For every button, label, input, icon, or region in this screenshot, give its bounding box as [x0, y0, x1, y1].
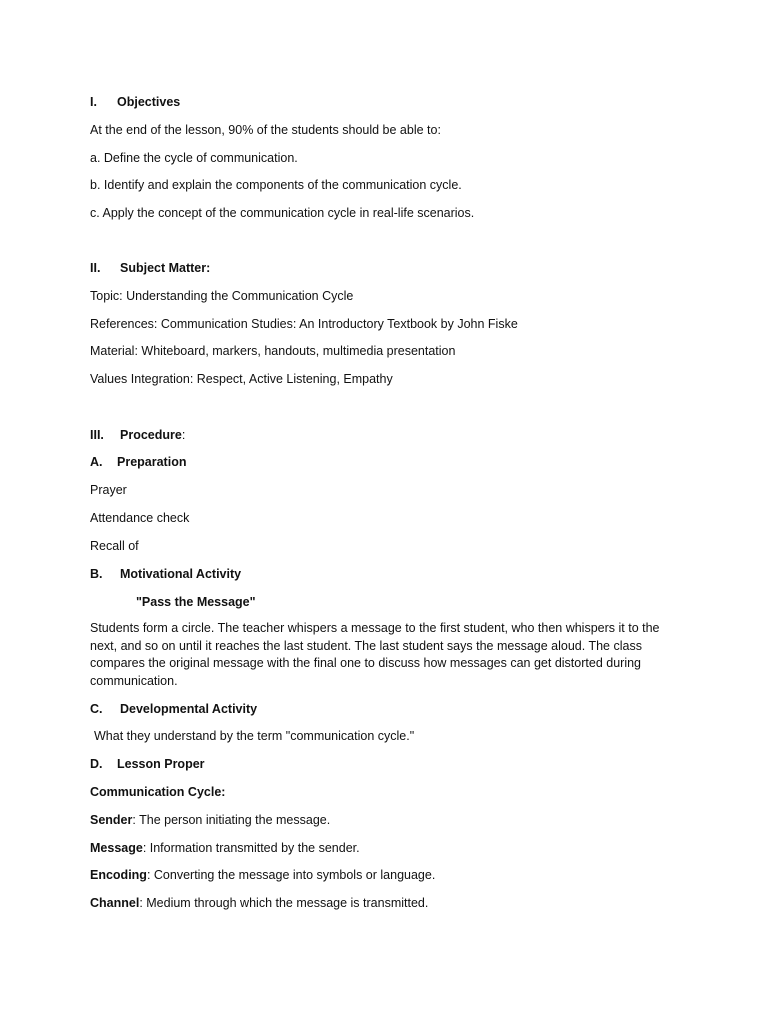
section-number: I.	[90, 95, 97, 109]
section-number: III.	[90, 428, 104, 442]
subsection-letter: A.	[90, 455, 103, 469]
objective-item: b. Identify and explain the components of the communication cycle.	[90, 178, 462, 192]
subject-matter-line: Values Integration: Respect, Active Listening, Empathy	[90, 372, 393, 386]
term-label: Encoding	[90, 868, 147, 882]
subject-matter-line: Material: Whiteboard, markers, handouts, multimedia presentation	[90, 344, 456, 358]
subsection-title: Lesson Proper	[117, 757, 205, 771]
subsection-letter: C.	[90, 702, 103, 716]
term-label: Channel	[90, 896, 140, 910]
preparation-heading	[90, 454, 186, 470]
term-label: Sender	[90, 813, 133, 827]
objective-item: a. Define the cycle of communication.	[90, 151, 298, 165]
subject-matter-line: Topic: Understanding the Communication Cycle	[90, 289, 354, 303]
section-title: Subject Matter:	[120, 261, 211, 275]
preparation-item: Attendance check	[90, 511, 190, 525]
procedure-heading	[90, 427, 185, 443]
developmental-text: What they understand by the term "communication cycle."	[94, 729, 415, 743]
cycle-term-row	[90, 895, 428, 911]
subsection-letter: D.	[90, 757, 103, 771]
subject-matter-heading	[90, 260, 210, 276]
subsection-title: Motivational Activity	[120, 567, 242, 581]
section-title: Procedure	[120, 428, 182, 442]
cycle-term-row	[90, 840, 360, 856]
objective-item: c. Apply the concept of the communication cycle in real-life scenarios.	[90, 206, 475, 220]
lesson-proper-heading	[90, 756, 205, 772]
preparation-item: Prayer	[90, 483, 127, 497]
term-definition: : Information transmitted by the sender.	[142, 841, 360, 855]
subsection-title: Preparation	[117, 455, 187, 469]
subject-matter-line: References: Communication Studies: An Introductory Textbook by John Fiske	[90, 317, 518, 331]
term-label: Message	[90, 841, 143, 855]
preparation-item: Recall of	[90, 539, 139, 553]
cycle-term-row	[90, 812, 330, 828]
cycle-term-row	[90, 867, 435, 883]
subsection-title: Developmental Activity	[120, 702, 258, 716]
heading-colon: :	[181, 428, 186, 442]
section-title: Objectives	[117, 95, 181, 109]
activity-title: "Pass the Message"	[136, 595, 256, 609]
cycle-heading: Communication Cycle:	[90, 785, 226, 799]
objectives-heading	[90, 94, 180, 110]
objectives-intro: At the end of the lesson, 90% of the students should be able to:	[90, 123, 441, 137]
developmental-heading	[90, 701, 257, 717]
section-number: II.	[90, 261, 101, 275]
subsection-letter: B.	[90, 567, 103, 581]
motivational-heading	[90, 566, 241, 582]
term-definition: : Converting the message into symbols or language.	[146, 868, 436, 882]
activity-description: Students form a circle. The teacher whispers a message to the first student, who then whispers it to the next, and so on until it reaches the last student. The last student says the message aloud. The class compares the original message with the final one to discuss how messages can get distorted during communication.	[90, 621, 660, 688]
term-definition: : Medium through which the message is transmitted.	[139, 896, 429, 910]
term-definition: : The person initiating the message.	[132, 813, 331, 827]
